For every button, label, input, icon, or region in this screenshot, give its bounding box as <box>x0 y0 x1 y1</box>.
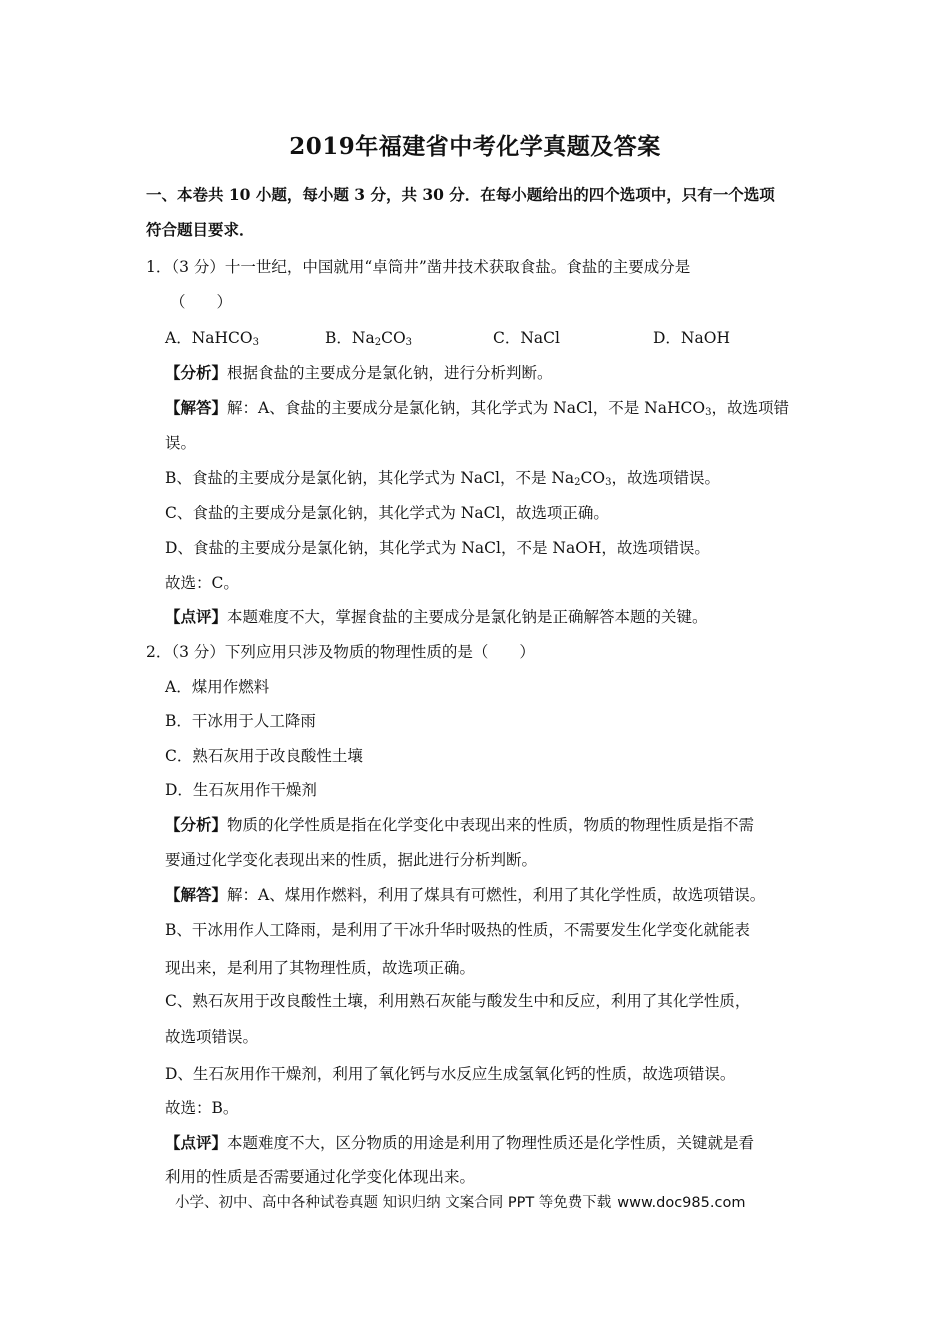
q1-answer-tag: 【解答】 <box>165 398 228 417</box>
q1-answer-b <box>165 468 720 493</box>
q2-answer-c: C、熟石灰用于改良酸性土壤，利用熟石灰能与酸发生中和反应，利用了其化学性质， <box>165 992 751 1010</box>
q1-comment <box>165 607 708 627</box>
q2-option-a: A．煤用作燃料 <box>165 678 270 696</box>
q2-answer-d: D、生石灰用作干燥剂，利用了氧化钙与水反应生成氢氧化钙的性质，故选项错误。 <box>165 1065 736 1083</box>
q1-answer-b-sub2: 3 <box>605 477 612 488</box>
q2-answer-b: B、干冰用作人工降雨，是利用了干冰升华时吸热的性质，不需要发生化学变化就能表 <box>165 921 750 939</box>
q2-answer-tag: 【解答】 <box>165 885 228 904</box>
q1-comment-text: 本题难度不大，掌握食盐的主要成分是氯化钠是正确解答本题的关键。 <box>227 608 708 626</box>
q1-option-d: D．NaOH <box>653 329 730 347</box>
footer-url[interactable]: www.doc985.com <box>617 1195 746 1211</box>
q1-answer-d: D、食盐的主要成分是氯化钠，其化学式为 NaCl，不是 NaOH，故选项错误。 <box>165 539 710 557</box>
q1-stem-line2: （ ） <box>170 293 233 311</box>
q1-option-c: C．NaCl <box>493 329 560 347</box>
q2-analysis-tag: 【分析】 <box>165 815 228 834</box>
q1-option-b <box>325 328 412 353</box>
page-footer <box>175 1191 745 1212</box>
q1-comment-tag: 【点评】 <box>165 607 228 626</box>
q2-analysis-text: 物质的化学性质是指在化学变化中表现出来的性质，物质的物理性质是指不需 <box>227 816 755 834</box>
q1-answer-b-mid: CO <box>580 469 606 487</box>
q2-option-d: D．生石灰用作干燥剂 <box>165 781 317 799</box>
q2-answer-a <box>165 885 765 905</box>
q1-answer-a-post: ，故选项错 <box>711 399 789 417</box>
q2-analysis-cont: 要通过化学变化表现出来的性质，据此进行分析判断。 <box>165 851 538 869</box>
q2-comment-tag: 【点评】 <box>165 1133 228 1152</box>
q1-answer-b-sub1: 2 <box>574 477 581 488</box>
q2-option-b: B．干冰用于人工降雨 <box>165 712 316 730</box>
q2-stem: 2．（3 分）下列应用只涉及物质的物理性质的是（ ） <box>146 643 535 661</box>
q1-option-b-text: B．Na <box>325 329 375 347</box>
q1-answer-a-sub: 3 <box>705 407 712 418</box>
q2-option-c: C．熟石灰用于改良酸性土壤 <box>165 747 363 765</box>
q2-answer-c-cont: 故选项错误。 <box>165 1028 259 1046</box>
q1-stem-line1: 1．（3 分）十一世纪，中国就用“卓筒井”凿井技术获取食盐。食盐的主要成分是 <box>146 258 691 276</box>
q1-answer-a-text: 解：A、食盐的主要成分是氯化钠，其化学式为 NaCl，不是 NaHCO <box>227 399 706 417</box>
footer-text: 小学、初中、高中各种试卷真题 知识归纳 文案合同 PPT 等免费下载 <box>175 1195 612 1211</box>
q1-option-a-sub: 3 <box>252 337 259 348</box>
q1-option-b-sub1: 2 <box>374 337 382 348</box>
q2-comment-cont: 利用的性质是否需要通过化学变化体现出来。 <box>165 1168 476 1186</box>
q2-analysis <box>165 815 754 835</box>
q2-comment <box>165 1133 754 1153</box>
q1-answer-b-text: B、食盐的主要成分是氯化钠，其化学式为 NaCl，不是 Na <box>165 469 575 487</box>
q1-option-b-mid: CO <box>381 329 406 347</box>
section-heading-line1: 一、本卷共 10 小题，每小题 3 分，共 30 分．在每小题给出的四个选项中，只有一个选项 <box>146 185 775 204</box>
q1-analysis-tag: 【分析】 <box>165 363 228 382</box>
q2-comment-text: 本题难度不大，区分物质的用途是利用了物理性质还是化学性质，关键就是看 <box>227 1134 755 1152</box>
page-title: 2019年福建省中考化学真题及答案 <box>289 133 661 160</box>
q1-analysis <box>165 363 553 383</box>
q2-choice: 故选：B。 <box>165 1099 239 1117</box>
q1-analysis-text: 根据食盐的主要成分是氯化钠，进行分析判断。 <box>227 364 553 382</box>
q1-answer-a-cont: 误。 <box>165 434 197 452</box>
q1-answer-b-post: ，故选项错误。 <box>611 469 721 487</box>
q1-option-a <box>165 328 259 353</box>
q1-option-a-text: A．NaHCO <box>165 329 253 347</box>
q1-answer-c: C、食盐的主要成分是氯化钠，其化学式为 NaCl，故选项正确。 <box>165 504 609 522</box>
q2-answer-b-cont: 现出来，是利用了其物理性质，故选项正确。 <box>165 959 476 977</box>
section-heading-line2: 符合题目要求． <box>146 220 255 239</box>
q1-option-b-sub2: 3 <box>405 337 413 348</box>
q1-answer-a <box>165 398 789 423</box>
q1-choice: 故选：C。 <box>165 574 239 592</box>
q2-answer-a-text: 解：A、煤用作燃料，利用了煤具有可燃性，利用了其化学性质，故选项错误。 <box>227 886 766 904</box>
